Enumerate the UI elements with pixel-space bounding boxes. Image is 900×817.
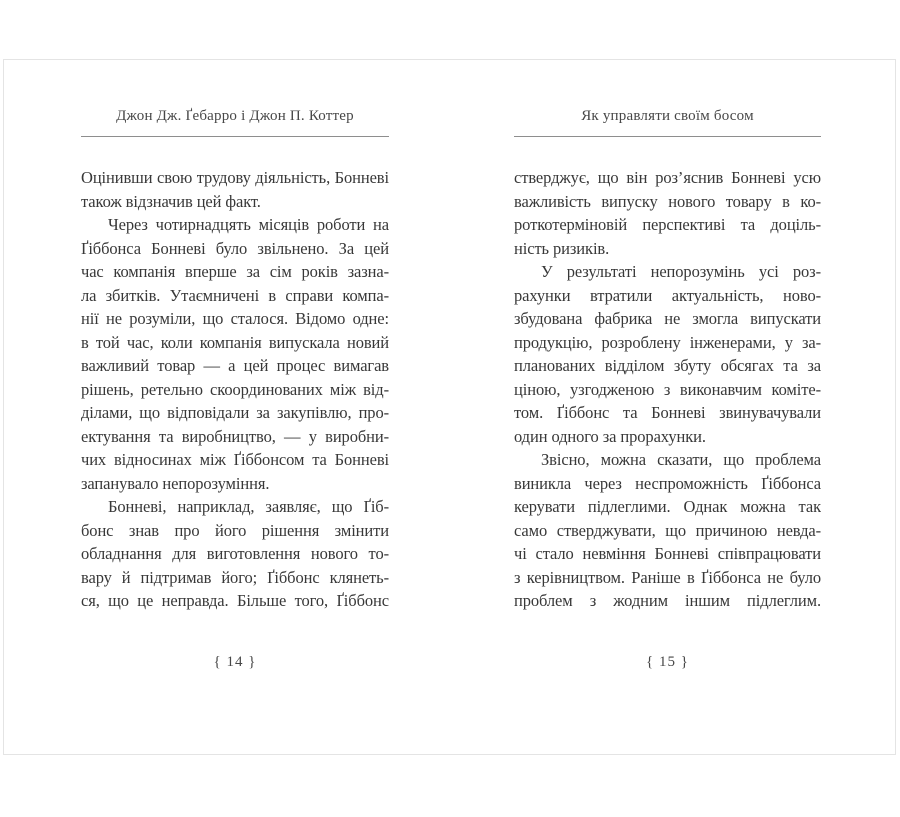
text-line: в той час, коли компанія випускала новий — [81, 332, 389, 352]
text-line: важливий товар — а цей процес вимагав — [81, 356, 389, 375]
text-line: само стверджувати, що причиною невда- — [514, 520, 821, 540]
left-running-header: Джон Дж. Ґебарро і Джон П. Коттер — [116, 108, 354, 124]
text-line: ціною, узгодженою з виконавчим коміте- — [514, 379, 821, 399]
text-line: Ґіббонса Бонневі було звільнено. За цей — [81, 238, 389, 258]
text-line: чих відносинах між Ґіббонсом та Бонневі — [81, 450, 389, 469]
book-spread — [3, 59, 896, 755]
right-running-header: Як управляти своїм босом — [581, 108, 754, 124]
text-line: Бонневі, наприклад, заявляє, що Ґіб- — [108, 497, 389, 516]
text-line: збудована фабрика не змогла випускати — [514, 309, 821, 328]
text-line: рішень, ретельно скоординованих між від- — [81, 379, 389, 399]
text-line: ділами, що відповідали за закупівлю, про- — [81, 403, 389, 422]
text-line: Через чотирнадцять місяців роботи на — [108, 215, 389, 234]
text-line: Оцінивши свою трудову діяльність, Бонневі — [81, 168, 389, 187]
right-page — [514, 60, 821, 754]
text-line: стверджує, що він роз’яснив Бонневі усю — [514, 168, 821, 187]
text-line: ся, що це неправда. Більше того, Ґіббонс — [81, 591, 389, 610]
text-line: запанувало непорозуміння. — [81, 473, 270, 493]
text-line: продукцію, розроблену інженерами, у за- — [514, 332, 821, 352]
text-line: обладнання для виготовлення нового то- — [81, 544, 389, 563]
text-line: ектування та виробництво, — у виробни- — [81, 426, 389, 446]
text-line: керувати підлеглими. Однак можна так — [514, 497, 821, 516]
text-line: проблем з жодним іншим підлеглим. — [514, 591, 821, 610]
right-page-text — [514, 166, 821, 613]
text-line: роткотерміновій перспективі та доціль- — [514, 215, 821, 234]
text-line: також відзначив цей факт. — [81, 191, 261, 211]
text-line: виникла через неспроможність Ґіббонса — [514, 473, 821, 493]
text-line: час компанія вперше за сім років зазна- — [81, 262, 389, 281]
text-line: рахунки втратили актуальність, ново- — [514, 285, 821, 305]
right-header-rule — [514, 136, 821, 137]
right-page-number: { 15 } — [646, 654, 689, 670]
left-page — [81, 60, 389, 754]
text-line: бонс знав про його рішення змінити — [81, 520, 389, 540]
text-line: нії не розуміли, що сталося. Відомо одне: — [81, 309, 389, 328]
left-page-number: { 14 } — [213, 654, 257, 670]
text-line: У результаті непорозумінь усі роз- — [541, 262, 821, 281]
text-line: вару й підтримав його; Ґіббонс клянеть- — [81, 567, 389, 587]
text-line: Звісно, можна сказати, що проблема — [541, 450, 821, 469]
text-line: ність ризиків. — [514, 238, 610, 258]
text-line: чі стало невміння Бонневі співпрацювати — [514, 544, 821, 563]
left-header-rule — [81, 136, 389, 137]
text-line: планованих відділом збуту обсягах та за — [514, 356, 821, 375]
text-line: том. Ґіббонс та Бонневі звинувачували — [514, 403, 821, 422]
text-line: ла збитків. Утаємничені в справи компа- — [81, 285, 389, 305]
text-line: з керівництвом. Раніше в Ґіббонса не було — [514, 567, 821, 587]
text-line: важливість випуску нового товару в ко- — [514, 191, 821, 211]
text-line: один одного за прорахунки. — [514, 426, 706, 446]
left-page-text — [81, 166, 389, 613]
